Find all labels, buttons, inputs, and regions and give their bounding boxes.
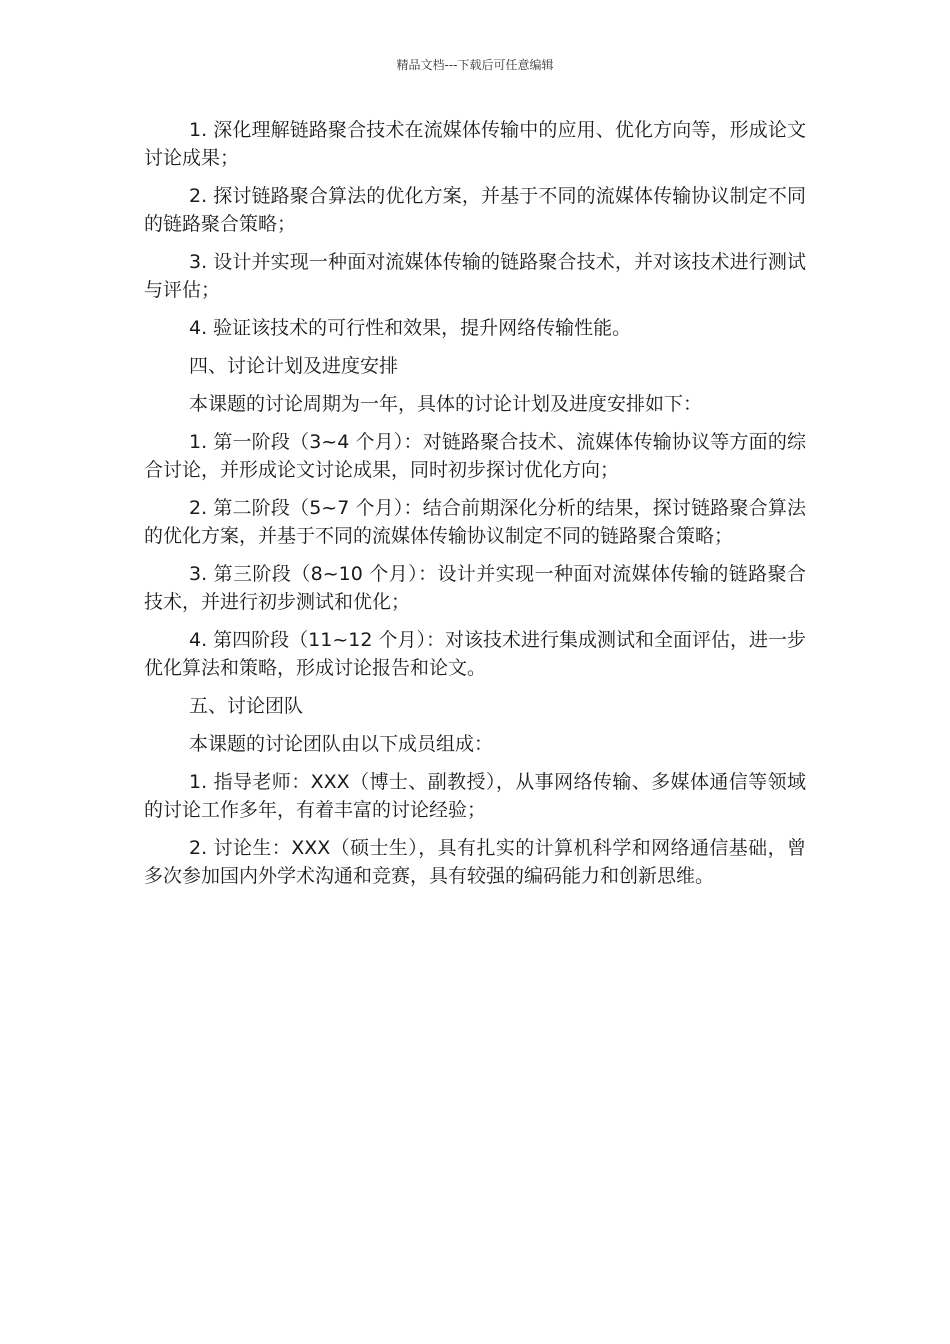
stage-3-paragraph: 3. 第三阶段（8~10 个月）：设计并实现一种面对流媒体传输的链路聚合技术，并进行初步测试和优化； (144, 563, 806, 613)
team-member-2-paragraph: 2. 讨论生：XXX（硕士生），具有扎实的计算机科学和网络通信基础，曾多次参加国内外学术沟通和竞赛，具有较强的编码能力和创新思维。 (144, 837, 806, 887)
schedule-intro-paragraph: 本课题的讨论周期为一年，具体的讨论计划及进度安排如下： (189, 393, 703, 415)
section-heading-schedule: 四、讨论计划及进度安排 (189, 355, 399, 377)
section-heading-team: 五、讨论团队 (189, 695, 304, 717)
objective-1-paragraph: 1. 深化理解链路聚合技术在流媒体传输中的应用、优化方向等，形成论文讨论成果； (144, 119, 806, 169)
document-body (144, 116, 806, 900)
stage-2-paragraph: 2. 第二阶段（5~7 个月）：结合前期深化分析的结果，探讨链路聚合算法的优化方案，并基于不同的流媒体传输协议制定不同的链路聚合策略； (144, 497, 806, 547)
stage-4-paragraph: 4. 第四阶段（11~12 个月）：对该技术进行集成测试和全面评估，进一步优化算法和策略，形成讨论报告和论文。 (144, 629, 806, 679)
objective-2-paragraph: 2. 探讨链路聚合算法的优化方案，并基于不同的流媒体传输协议制定不同的链路聚合策略； (144, 185, 806, 235)
stage-1-paragraph: 1. 第一阶段（3~4 个月）：对链路聚合技术、流媒体传输协议等方面的综合讨论，并形成论文讨论成果，同时初步探讨优化方向； (144, 431, 806, 481)
page-header: 精品文档---下载后可任意编辑 (396, 58, 554, 72)
team-member-1-paragraph: 1. 指导老师：XXX（博士、副教授），从事网络传输、多媒体通信等领域的讨论工作多年，有着丰富的讨论经验； (144, 771, 806, 821)
objective-4-paragraph: 4. 验证该技术的可行性和效果，提升网络传输性能。 (189, 317, 632, 339)
team-intro-paragraph: 本课题的讨论团队由以下成员组成： (189, 733, 494, 755)
objective-3-paragraph: 3. 设计并实现一种面对流媒体传输的链路聚合技术，并对该技术进行测试与评估； (144, 251, 806, 301)
